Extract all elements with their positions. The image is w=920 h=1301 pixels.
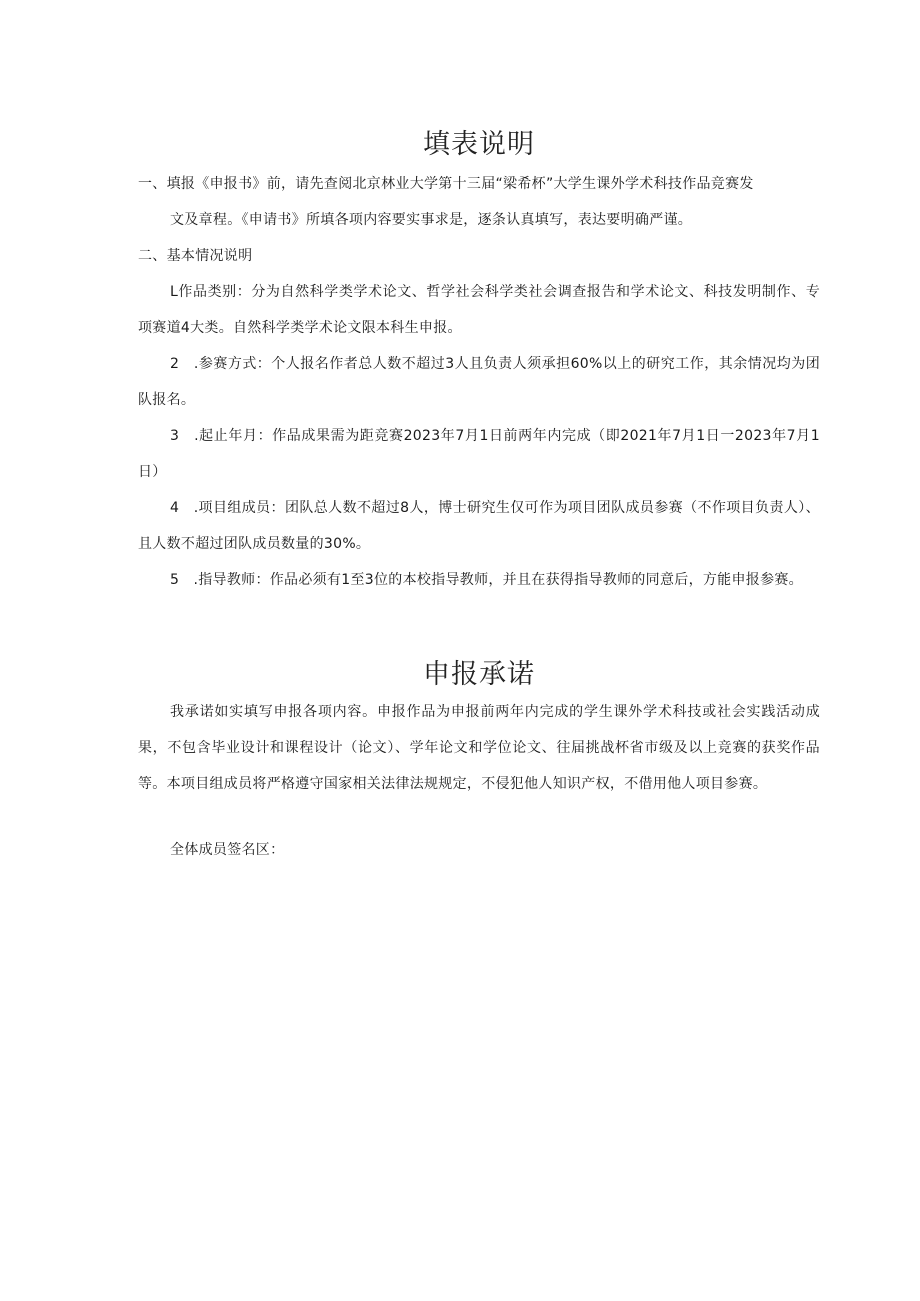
promise-text: 我承诺如实填写申报各项内容。申报作品为申报前两年内完成的学生课外学术科技或社会实践活动成果，不包含毕业设计和课程设计（论文）、学年论文和学位论文、往届挑战杯省市级及以上竞赛的获奖作品等。本项目组成员将严格遵守国家相关法律法规规定，不侵犯他人知识产权，不借用他人项目参赛。 [138,704,820,792]
page-title-instructions: 填表说明 [423,129,535,160]
item-members: 4 .项目组成员：团队总人数不超过8人，博士研究生仅可作为项目团队成员参赛（不作项目负责人）、且人数不超过团队成员数量的30%。 [138,500,820,552]
item-category: L作品类别：分为自然科学类学术论文、哲学社会科学类社会调查报告和学术论文、科技发明制作、专项赛道4大类。自然科学类学术论文限本科生申报。 [138,284,820,336]
section1-line1: 一、填报《申报书》前，请先查阅北京林业大学第十三届“梁希杯”大学生课外学术科技作品竞赛发 [138,176,754,192]
section1-line2: 文及章程。《申请书》所填各项内容要实事求是，逐条认真填写，表达要明确严谨。 [170,212,693,228]
section2-heading: 二、基本情况说明 [138,248,253,264]
item-advisor: 5 .指导教师：作品必须有1至3位的本校指导教师，并且在获得指导教师的同意后，方能申报参赛。 [170,572,803,588]
item-period: 3 .起止年月：作品成果需为距竞赛2023年7月1日前两年内完成（即2021年7月1日一2023年7月1日） [138,428,820,480]
signature-label: 全体成员签名区： [170,842,285,858]
page-title-promise: 申报承诺 [423,659,535,690]
item-participation: 2 .参赛方式：个人报名作者总人数不超过3人且负责人须承担60%以上的研究工作，其余情况均为团队报名。 [138,356,820,408]
